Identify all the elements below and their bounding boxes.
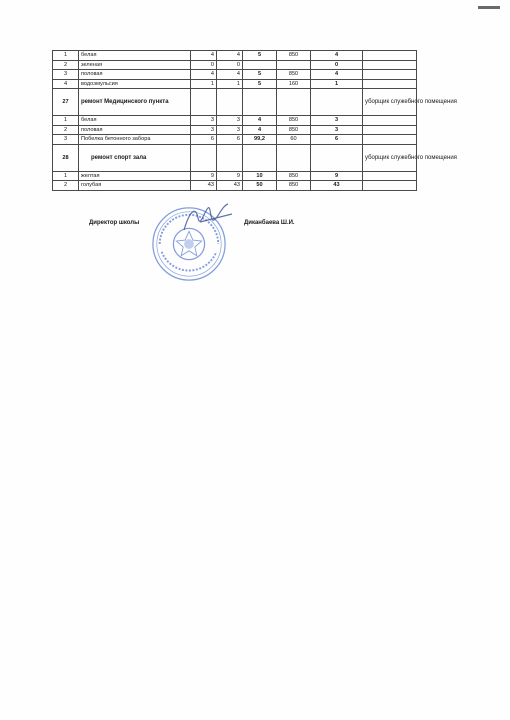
quantity: 3 xyxy=(311,116,363,126)
value-a: 1 xyxy=(191,79,217,89)
value-b: 1 xyxy=(217,79,243,89)
table-group-28 xyxy=(53,171,417,190)
table-row xyxy=(53,51,417,61)
value-a: 3 xyxy=(191,116,217,126)
table-row xyxy=(53,79,417,89)
material-name: голубая xyxy=(79,181,191,191)
value-c: 99,2 xyxy=(243,135,277,145)
value-b: 9 xyxy=(217,171,243,181)
table-row xyxy=(53,125,417,135)
price: 850 xyxy=(277,116,311,126)
handwritten-signature-icon xyxy=(184,204,232,230)
materials-table xyxy=(52,50,457,191)
responsible-role: уборщик служебного помещения xyxy=(363,89,417,116)
responsible-role: уборщик служебного помещения xyxy=(363,144,417,171)
quantity: 6 xyxy=(311,135,363,145)
table-cell xyxy=(217,89,243,116)
value-b: 4 xyxy=(217,70,243,80)
value-c: 5 xyxy=(243,79,277,89)
table-row xyxy=(53,181,417,191)
empty-cell xyxy=(363,171,417,181)
quantity: 4 xyxy=(311,70,363,80)
value-c: 5 xyxy=(243,70,277,80)
table-cell xyxy=(191,144,217,171)
row-number: 3 xyxy=(53,135,79,145)
section-header-row xyxy=(53,89,417,116)
section-title: ремонт Медицинского пункта xyxy=(79,89,191,116)
table-cell xyxy=(311,144,363,171)
section-header-row xyxy=(53,144,417,171)
value-b: 4 xyxy=(217,51,243,61)
row-number: 1 xyxy=(53,171,79,181)
section-title: ремонт спорт зала xyxy=(79,144,191,171)
value-b: 6 xyxy=(217,135,243,145)
row-number: 1 xyxy=(53,51,79,61)
value-b: 0 xyxy=(217,60,243,70)
table-row xyxy=(53,171,417,181)
material-name: белая xyxy=(79,116,191,126)
signature-label: Директор школы xyxy=(89,220,140,226)
table-cell xyxy=(277,89,311,116)
table-cell xyxy=(243,89,277,116)
empty-cell xyxy=(363,60,417,70)
price xyxy=(277,60,311,70)
table-row xyxy=(53,116,417,126)
table-group-initial xyxy=(53,51,417,89)
price: 60 xyxy=(277,135,311,145)
table-row xyxy=(53,135,417,145)
material-name: желтая xyxy=(79,171,191,181)
table-cell xyxy=(217,144,243,171)
value-c: 50 xyxy=(243,181,277,191)
row-number: 4 xyxy=(53,79,79,89)
empty-cell xyxy=(363,79,417,89)
price: 850 xyxy=(277,181,311,191)
value-a: 3 xyxy=(191,125,217,135)
section-28 xyxy=(53,144,457,171)
material-name: белая xyxy=(79,51,191,61)
value-a: 4 xyxy=(191,70,217,80)
quantity: 1 xyxy=(311,79,363,89)
quantity: 3 xyxy=(311,125,363,135)
material-name: водоэмульсия xyxy=(79,79,191,89)
empty-cell xyxy=(363,116,417,126)
value-a: 6 xyxy=(191,135,217,145)
empty-cell xyxy=(363,51,417,61)
table-cell xyxy=(243,144,277,171)
material-name: половая xyxy=(79,125,191,135)
value-c: 4 xyxy=(243,116,277,126)
value-b: 43 xyxy=(217,181,243,191)
price: 850 xyxy=(277,51,311,61)
signatory-name: Диканбаева Ш.И. xyxy=(244,220,295,226)
value-c: 10 xyxy=(243,171,277,181)
empty-cell xyxy=(363,70,417,80)
material-name: Побелка бетонного забора xyxy=(79,135,191,145)
value-a: 0 xyxy=(191,60,217,70)
table-row xyxy=(53,60,417,70)
table-cell xyxy=(311,89,363,116)
price: 850 xyxy=(277,125,311,135)
value-a: 43 xyxy=(191,181,217,191)
quantity: 4 xyxy=(311,51,363,61)
material-name: половая xyxy=(79,70,191,80)
price: 850 xyxy=(277,70,311,80)
scan-corner-mark xyxy=(478,6,500,9)
row-number: 3 xyxy=(53,70,79,80)
value-c: 5 xyxy=(243,51,277,61)
table-row xyxy=(53,70,417,80)
empty-cell xyxy=(363,181,417,191)
row-number: 2 xyxy=(53,60,79,70)
row-number: 1 xyxy=(53,116,79,126)
value-b: 3 xyxy=(217,116,243,126)
material-name: зеленая xyxy=(79,60,191,70)
value-b: 3 xyxy=(217,125,243,135)
value-c: 4 xyxy=(243,125,277,135)
empty-cell xyxy=(363,125,417,135)
value-a: 4 xyxy=(191,51,217,61)
director-signature xyxy=(178,200,238,240)
empty-cell xyxy=(363,135,417,145)
table-cell xyxy=(191,89,217,116)
section-number: 27 xyxy=(53,89,79,116)
table-group-27 xyxy=(53,116,417,145)
section-27 xyxy=(53,89,457,116)
table-cell xyxy=(277,144,311,171)
row-number: 2 xyxy=(53,125,79,135)
section-number: 28 xyxy=(53,144,79,171)
quantity: 9 xyxy=(311,171,363,181)
quantity: 0 xyxy=(311,60,363,70)
price: 850 xyxy=(277,171,311,181)
value-c xyxy=(243,60,277,70)
quantity: 43 xyxy=(311,181,363,191)
price: 160 xyxy=(277,79,311,89)
value-a: 9 xyxy=(191,171,217,181)
row-number: 2 xyxy=(53,181,79,191)
